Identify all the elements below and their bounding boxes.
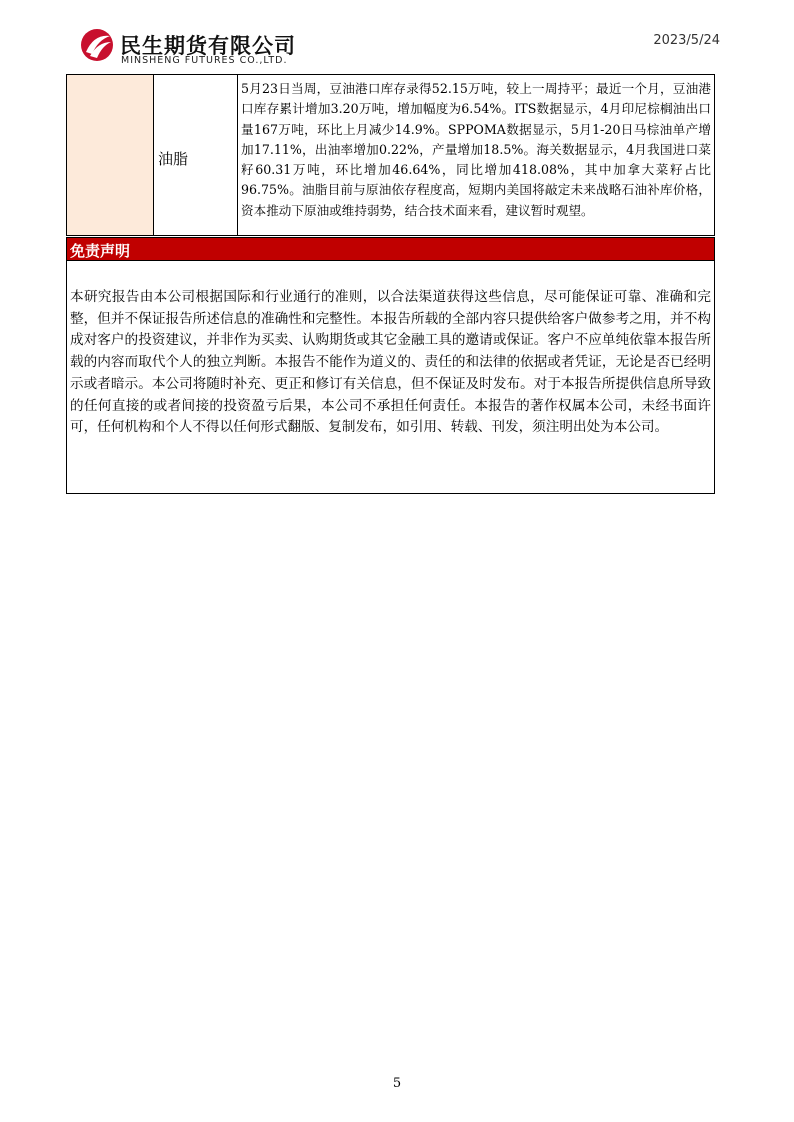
category-cell bbox=[67, 75, 154, 235]
minsheng-logo-icon bbox=[80, 28, 114, 62]
disclaimer-header bbox=[66, 237, 715, 261]
company-name-cn: 民生期货有限公司 bbox=[120, 34, 296, 58]
page-header bbox=[80, 28, 720, 72]
row-label: 油脂 bbox=[158, 150, 189, 168]
disclaimer-title: 免责声明 bbox=[70, 242, 131, 260]
disclaimer-box bbox=[66, 261, 715, 494]
row-analysis-text: 5月23日当周，豆油港口库存录得52.15万吨，较上一周持平；最近一个月，豆油港口库存累计增加3.20万吨，增加幅度为6.54%。ITS数据显示，4月印尼棕榈油出口量167万吨，环比上月减少14.9%。SPPOMA数据显示，5月1-20日马棕油单产增加17.11%，出油率增加0.22%，产量增加18.5%。海关数据显示，4月我国进口菜籽60.31万吨，环比增加46.64%，同比增加418.08%，其中加拿大菜籽占比96.75%。油脂目前与原油依存程度高，短期内美国将敲定未来战略石油补库价格，资本推动下原油或维持弱势，结合技术面来看，建议暂时观望。 bbox=[241, 81, 711, 218]
disclaimer-text: 本研究报告由本公司根据国际和行业通行的准则，以合法渠道获得这些信息，尽可能保证可靠、准确和完整，但并不保证报告所述信息的准确性和完整性。本报告所载的全部内容只提供给客户做参考之用，并不构成对客户的投资建议，并非作为买卖、认购期货或其它金融工具的邀请或保证。客户不应单纯依靠本报告所载的内容而取代个人的独立判断。本报告不能作为道义的、责任的和法律的依据或者凭证，无论是否已经明示或者暗示。本公司将随时补充、更正和修订有关信息，但不保证及时发布。对于本报告所提供信息所导致的任何直接的或者间接的投资盈亏后果，本公司不承担任何责任。本报告的著作权属本公司，未经书面许可，任何机构和个人不得以任何形式翻版、复制发布，如引用、转载、刊发，须注明出处为本公司。 bbox=[70, 289, 711, 436]
row-label-cell bbox=[154, 75, 238, 235]
company-name-en: MINSHENG FUTURES CO.,LTD. bbox=[121, 55, 288, 66]
report-date: 2023/5/24 bbox=[653, 33, 720, 48]
commodity-table bbox=[66, 74, 715, 236]
page-number: 5 bbox=[392, 1076, 402, 1091]
